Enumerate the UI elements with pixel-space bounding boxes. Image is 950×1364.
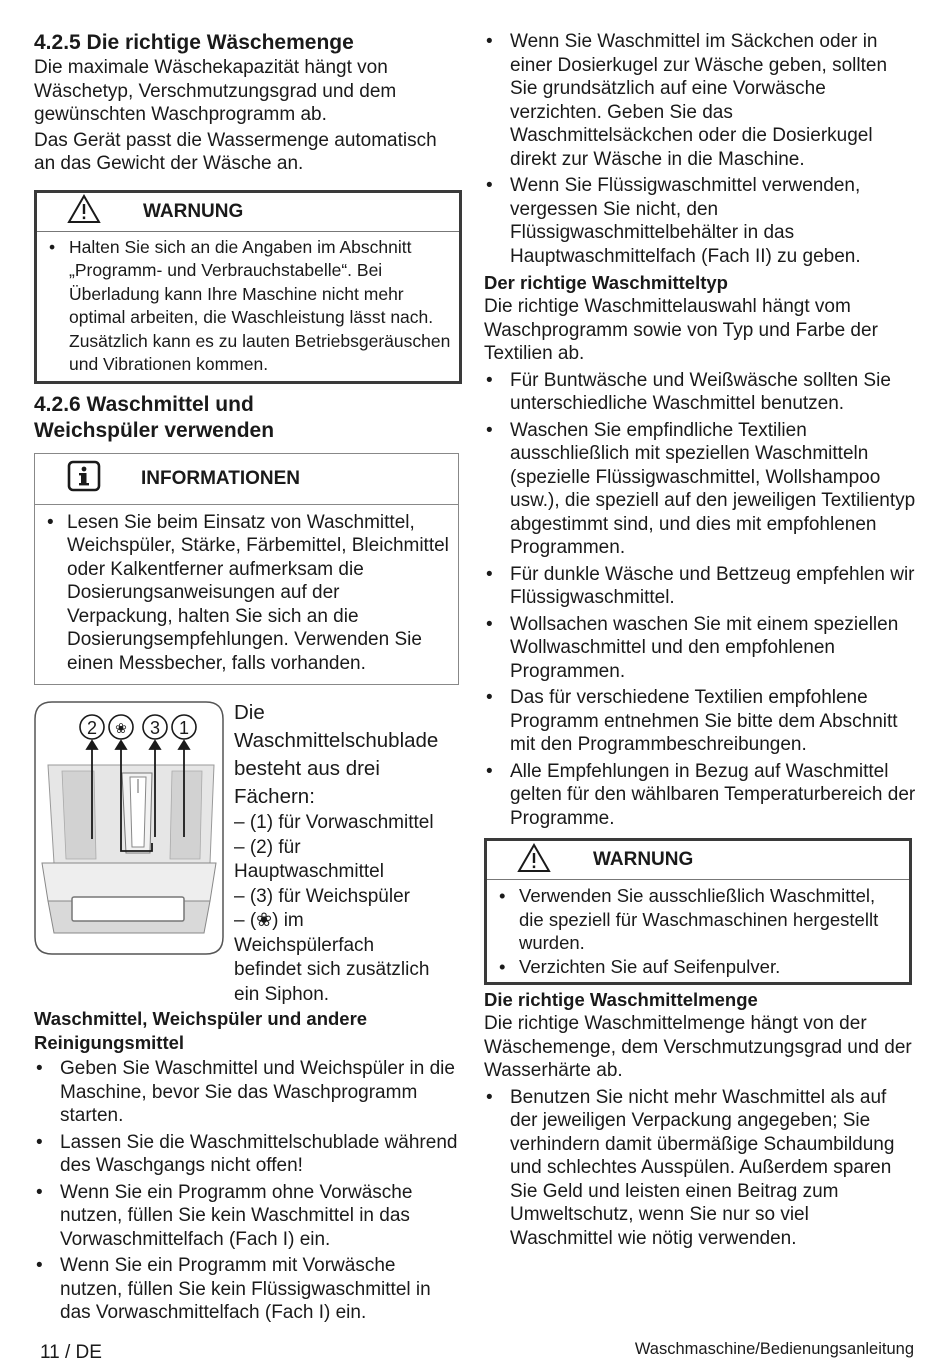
subsection-detergent-type-title: Der richtige Waschmitteltyp [484,272,728,293]
drawer-label-2: 2 [86,718,98,738]
warning-box-2-header [487,841,909,880]
drawer-intro-line-2: Waschmittelschublade [234,729,439,752]
right-column [484,30,916,1253]
info-box-item: • Lesen Sie beim Einsatz von Waschmittel, Weichspüler, Stärke, Färbemittel, Bleichmittel oder Kalkentferner aufmerksam die Dosierungsanweisungen auf der Verpackung, halten Sie sich an die Dosierungsempfehlungen. Verwenden Sie einen Messbecher, falls vorhanden. [35,511,450,676]
subsection-detergent-type-intro: Die richtige Waschmittelauswahl hängt vom Waschprogramm sowie von Typ und Farbe der Textilien ab. [484,296,878,364]
warning-box-2 [484,838,912,985]
drawer-compartment-2-line-2: Hauptwaschmittel [234,861,384,882]
drawer-intro-line-4: Fächern: [234,785,315,808]
detergent-drawer-description [234,699,438,1007]
subsection-detergents-list [34,1057,462,1325]
drawer-label-siphon: ❀ [115,720,127,736]
warning-box-1 [34,190,462,384]
drawer-siphon-line-4: ein Siphon. [234,983,330,1005]
drawer-intro-line-3: besteht aus drei [234,757,380,780]
warning-box-1-label: WARNUNG [143,200,244,222]
drawer-siphon-line-2: Weichspülerfach [234,934,375,956]
subsection-detergent-amount-list [484,1086,916,1251]
info-icon [67,460,101,497]
list-item: • Waschen Sie empfindliche Textilien ausschließlich mit speziellen Waschmitteln (spezielle Flüssigwaschmittel, Wollshampoo usw.), die speziell auf den jeweiligen Textilientyp abgestimmt sind, und dies mit empfohlenen Programmen. [484,419,916,560]
subsection-detergent-type-list [484,369,916,831]
warning-triangle-icon [517,843,551,878]
right-top-list [484,30,916,268]
list-item: • Wenn Sie ein Programm mit Vorwäsche nutzen, füllen Sie kein Flüssigwaschmittel in das Vorwaschmittelfach (Fach I) ein. [34,1254,462,1325]
warning-box-2-label: WARNUNG [593,849,694,870]
drawer-intro-line-1: Die [234,701,265,724]
section-4-2-5-title: 4.2.5 Die richtige Wäschemenge [34,31,354,54]
warning-box-2-item: • Verwenden Sie ausschließlich Waschmittel, die speziell für Waschmaschinen hergestellt wurden. [487,884,903,955]
drawer-compartment-2-line-1: – (2) für [234,836,301,858]
list-item: • Für dunkle Wäsche und Bettzeug empfehlen wir Flüssigwaschmittel. [484,563,916,610]
drawer-compartment-1: – (1) für Vorwaschmittel [234,812,434,833]
list-item: • Benutzen Sie nicht mehr Waschmittel als auf der jeweiligen Verpackung angegeben; Sie verhindern damit übermäßige Schaumbildung und schlechtes Ausspülen. Außerdem sparen Sie Geld und leisten einen Beitrag zum Umweltschutz, wenn Sie nur so viel Waschmittel wie nötig verwenden. [484,1086,916,1251]
info-box-label: INFORMATIONEN [141,467,301,489]
list-item: • Wenn Sie Waschmittel im Säckchen oder in einer Dosierkugel zur Wäsche geben, sollten Sie grundsätzlich auf eine Vorwäsche verzichten. Geben Sie das Waschmittelsäckchen oder die Dosierkugel direkt zur Wäsche in die Maschine. [484,30,916,171]
warning-box-1-header [37,193,459,232]
warning-triangle-icon [67,194,101,229]
drawer-compartment-3: – (3) für Weichspüler [234,885,410,907]
page-number: 11 / DE [40,1342,102,1363]
warning-box-2-item: • Verzichten Sie auf Seifenpulver. [487,955,903,979]
list-item: • Wenn Sie Flüssigwaschmittel verwenden, vergessen Sie nicht, den Flüssigwaschmittelbehälter in das Hauptwaschmittelfach (Fach II) zu geben. [484,174,916,268]
left-column [34,30,462,1328]
info-box-header [35,454,458,505]
warning-box-1-item: • Halten Sie sich an die Angaben im Abschnitt „Programm- und Verbrauchstabelle“. Bei Überladung kann Ihre Maschine nicht mehr optimal arbeiten, die Waschleistung lässt nach. Zusätzlich kann es zu lauten Betriebsgeräuschen und Vibrationen kommen. [37,236,453,377]
subsection-detergent-amount-intro: Die richtige Waschmittelmenge hängt von der Wäschemenge, dem Verschmutzungsgrad und der Wasserhärte ab. [484,1013,912,1081]
list-item: • Für Buntwäsche und Weißwäsche sollten Sie unterschiedliche Waschmittel benutzen. [484,369,916,416]
section-4-2-5-paragraph-1: Die maximale Wäschekapazität hängt von Wäschetyp, Verschmutzungsgrad und dem gewünschten Waschprogramm ab. [34,57,397,125]
list-item: • Das für verschiedene Textilien empfohlene Programm entnehmen Sie bitte dem Abschnitt mit den Programmbeschreibungen. [484,686,916,757]
subsection-detergents-title: Waschmittel, Weichspüler und andere Reinigungsmittel [34,1008,368,1053]
section-4-2-5-paragraph-2: Das Gerät passt die Wassermenge automatisch an das Gewicht der Wäsche an. [34,129,437,174]
document-title-footer: Waschmaschine/Bedienungsanleitung [634,1340,914,1358]
drawer-label-1: 1 [178,718,190,738]
list-item: • Alle Empfehlungen in Bezug auf Waschmittel gelten für den wählbaren Temperaturbereich der Programme. [484,760,916,831]
drawer-siphon-line-3: befindet sich zusätzlich [234,959,430,980]
list-item: • Geben Sie Waschmittel und Weichspüler in die Maschine, bevor Sie das Waschprogramm starten. [34,1057,462,1128]
subsection-detergent-amount-title: Die richtige Waschmittelmenge [484,989,758,1010]
section-4-2-6-title-line-1: 4.2.6 Waschmittel und [34,392,254,416]
list-item: • Wenn Sie ein Programm ohne Vorwäsche nutzen, füllen Sie kein Waschmittel in das Vorwaschmittelfach (Fach I) ein. [34,1181,462,1252]
section-4-2-6-title-line-2: Weichspüler verwenden [34,418,275,442]
info-box [34,453,459,686]
drawer-label-3: 3 [149,718,161,738]
list-item: • Wollsachen waschen Sie mit einem speziellen Wollwaschmittel und den empfohlenen Programmen. [484,613,916,684]
drawer-siphon-line-1: – (❀) im [234,910,304,931]
info-box-list [35,505,458,685]
list-item: • Lassen Sie die Waschmittelschublade während des Waschgangs nicht offen! [34,1131,462,1178]
warning-box-1-list [37,232,459,381]
warning-box-2-list [487,880,909,982]
detergent-drawer-illustration [34,701,224,955]
detergent-drawer-section [34,699,462,1007]
